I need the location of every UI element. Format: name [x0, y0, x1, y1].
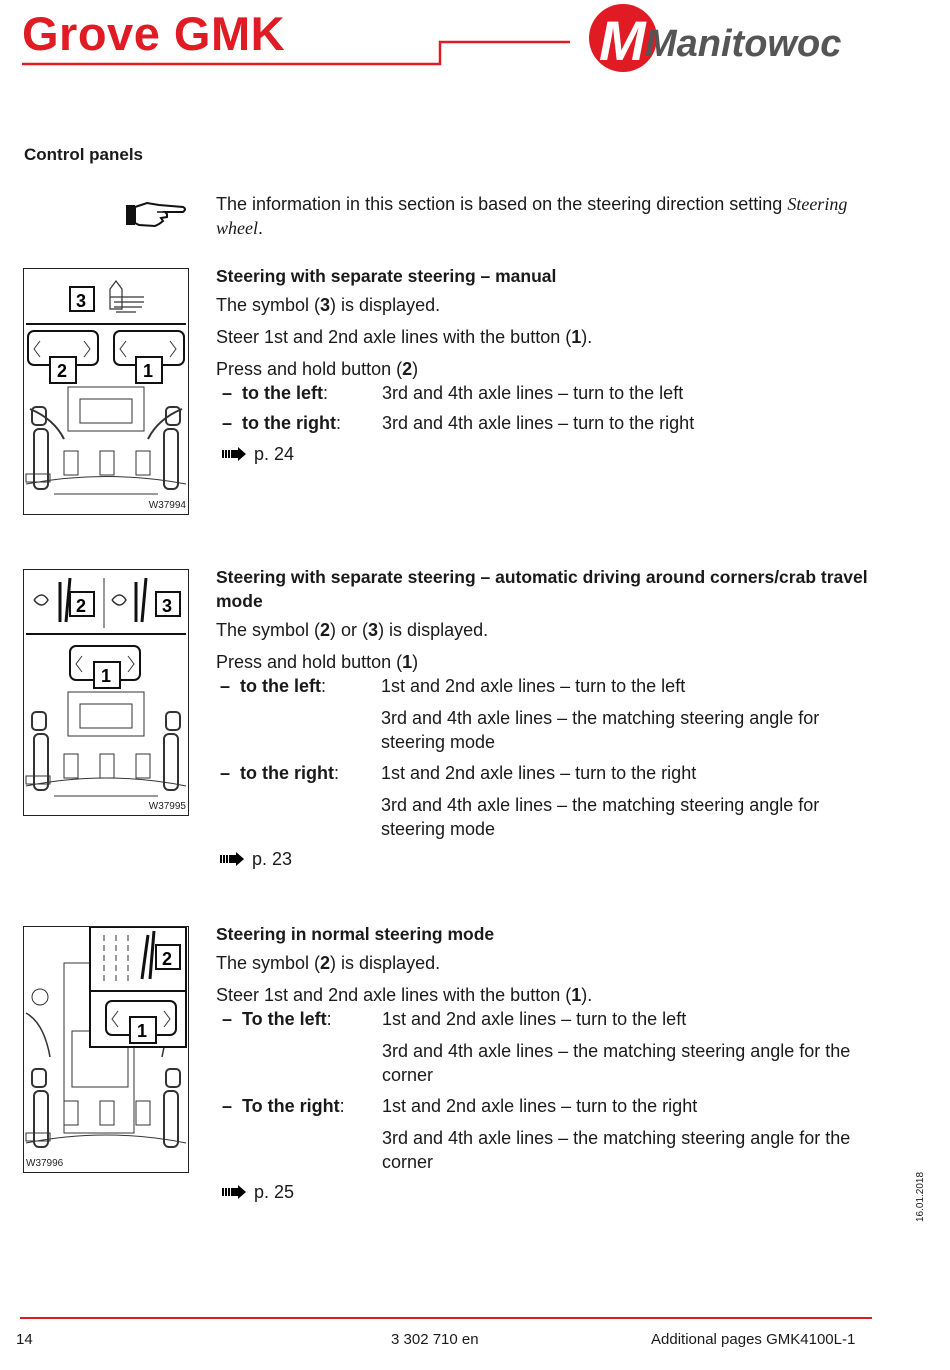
- block-title: Steering in normal steering mode: [216, 924, 495, 944]
- list-item: – to the right: 1st and 2nd axle lines – turn to the right: [220, 763, 697, 783]
- svg-text:3: 3: [76, 291, 87, 311]
- figure-normal-steering: [23, 926, 189, 1173]
- svg-text:2: 2: [162, 949, 173, 969]
- svg-text:1: 1: [143, 361, 154, 381]
- figure-automatic-steering: [23, 569, 189, 816]
- arrow-right-icon: [222, 447, 248, 461]
- svg-text:1: 1: [101, 666, 112, 686]
- svg-text:1: 1: [137, 1021, 148, 1041]
- svg-text:2: 2: [57, 361, 68, 381]
- svg-text:3: 3: [162, 596, 173, 616]
- block-normal-steering: [216, 922, 906, 1204]
- block-manual-steering: [216, 264, 906, 466]
- list-item-continuation: 3rd and 4th axle lines – the matching steering angle for steering mode: [381, 795, 820, 839]
- list-item: – to the left: 3rd and 4th axle lines – turn to the left: [222, 383, 684, 403]
- list-item: – to the left: 1st and 2nd axle lines – turn to the left: [220, 676, 686, 696]
- document-title: Additional pages GMK4100L-1: [651, 1331, 856, 1348]
- pointing-hand-icon: [125, 197, 189, 233]
- list-item-continuation: 3rd and 4th axle lines – the matching steering angle for steering mode: [381, 708, 820, 752]
- block-paragraph: Press and hold button (2): [216, 359, 419, 379]
- footer-rule: [20, 1317, 872, 1319]
- arrow-right-icon: [220, 852, 246, 866]
- page-reference: p. 25: [222, 1180, 906, 1204]
- logo-text: Manitowoc: [645, 23, 842, 65]
- block-automatic-steering: [216, 565, 906, 871]
- block-title: Steering with separate steering – automatic driving around corners/crab travel mode: [216, 567, 868, 611]
- list-item-continuation: 3rd and 4th axle lines – the matching steering angle for the corner: [382, 1128, 851, 1172]
- arrow-right-icon: [222, 1185, 248, 1199]
- list-item: – to the right: 3rd and 4th axle lines – turn to the right: [222, 413, 695, 433]
- list-item: – To the left: 1st and 2nd axle lines – turn to the left: [222, 1009, 687, 1029]
- figure-id: W37996: [26, 1158, 64, 1169]
- logo-letter: M: [599, 9, 646, 72]
- page-reference: p. 23: [220, 847, 906, 871]
- list-item: – To the right: 1st and 2nd axle lines – turn to the right: [222, 1096, 698, 1116]
- list-item-continuation: 3rd and 4th axle lines – the matching steering angle for the corner: [382, 1041, 851, 1085]
- page-reference: p. 24: [222, 442, 906, 466]
- block-paragraph: The symbol (3) is displayed.: [216, 295, 441, 315]
- note-text: The information in this section is based on the steering direction setting Steering wheel.: [216, 194, 848, 238]
- print-date: 16.01.2018: [915, 1171, 926, 1222]
- block-paragraph: Steer 1st and 2nd axle lines with the button (1).: [216, 985, 593, 1005]
- block-paragraph: The symbol (2) or (3) is displayed.: [216, 620, 489, 640]
- section-title: Control panels: [24, 145, 144, 164]
- manitowoc-logo: [585, 2, 885, 74]
- figure-manual-steering: [23, 268, 189, 515]
- figure-id: W37995: [148, 801, 186, 812]
- block-title: Steering with separate steering – manual: [216, 266, 557, 286]
- document-number: 3 302 710 en: [391, 1331, 479, 1348]
- brand-title: Grove GMK: [22, 7, 286, 60]
- block-paragraph: Press and hold button (1): [216, 652, 419, 672]
- block-paragraph: Steer 1st and 2nd axle lines with the button (1).: [216, 327, 593, 347]
- page-number: 14: [16, 1331, 33, 1348]
- block-paragraph: The symbol (2) is displayed.: [216, 953, 441, 973]
- svg-text:2: 2: [76, 596, 87, 616]
- figure-id: W37994: [148, 500, 186, 511]
